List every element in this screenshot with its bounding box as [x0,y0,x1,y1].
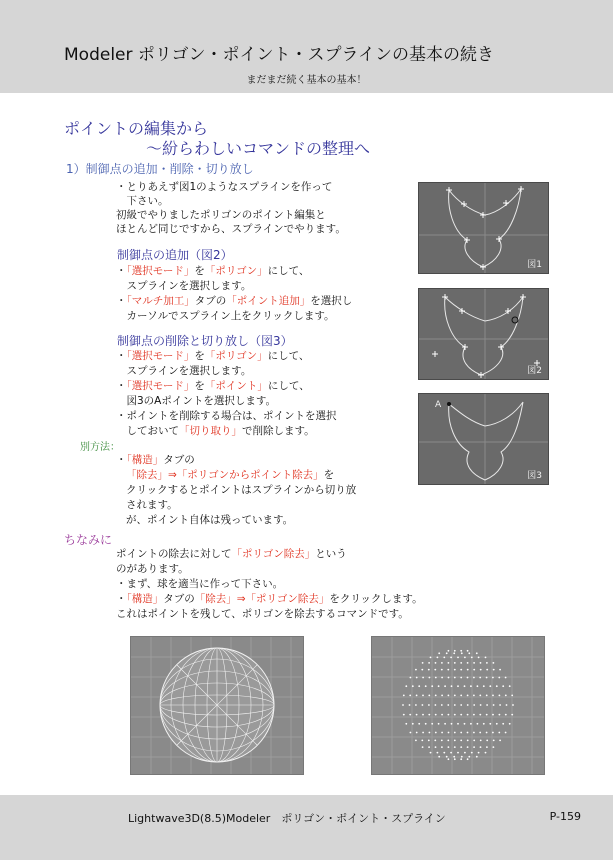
sphere-point [493,740,495,742]
sphere-point [441,714,443,716]
sphere-point [441,732,443,734]
sphere-point [457,685,459,687]
sphere-point [473,695,475,697]
sphere-point [448,758,450,760]
sphere-point [483,723,485,725]
sphere-point [416,677,418,679]
sphere-point [460,758,462,760]
sphere-point [438,723,440,725]
sphere-point [479,714,481,716]
sphere-point [473,740,475,742]
sphere-point [403,695,405,697]
sphere-point [505,695,507,697]
sphere-point [467,650,469,652]
sphere-point [480,669,482,671]
sphere-point [431,723,433,725]
sphere-point [460,650,462,652]
sphere-point [468,652,470,654]
page-title: Modeler ポリゴン・ポイント・スプラインの基本の続き [64,45,495,65]
alt-line3: クリックするとポイントはスプラインから切り放 [126,484,357,496]
sphere-point [499,669,501,671]
sphere-point [422,732,424,734]
sphere-point [451,723,453,725]
sphere-point [457,657,459,659]
sub2-line1: ・「選択モード」を「ポリゴン」にして、 [116,350,310,362]
intro-line: ・とりあえず図1のようなスプラインを作って [116,181,333,193]
sphere-point [422,704,424,706]
sphere-point [450,657,452,659]
sphere-point [486,746,488,748]
figure-2 [418,288,549,380]
sphere-point [441,746,443,748]
sphere-point [460,677,462,679]
sphere-point [473,732,475,734]
sphere-point [505,732,507,734]
sub1-line2: スプラインを選択します。 [116,280,252,292]
sphere-point [493,662,495,664]
sphere-point [421,740,423,742]
page-header [0,0,613,93]
sphere-wireframe-figure [130,636,304,775]
sphere-point [454,732,456,734]
sphere-point [448,746,450,748]
sub1-line3: ・「マルチ加工」タブの「ポイント追加」を選択し [116,295,353,307]
sphere-point [492,714,494,716]
sphere-point [485,752,487,754]
sphere-point [486,714,488,716]
sphere-point [496,723,498,725]
note-line5: これはポイントを残して、ポリゴンを除去するコマンドです。 [116,608,409,620]
sphere-point [467,758,469,760]
sphere-point [441,669,443,671]
sphere-point [505,714,507,716]
sphere-point [431,685,433,687]
sphere-point [422,695,424,697]
sphere-point [422,746,424,748]
sphere-point [447,669,449,671]
sphere-point [412,685,414,687]
sphere-point [448,695,450,697]
sphere-point [403,714,405,716]
sphere-point [511,714,513,716]
intro-line: 初級でやりましたポリゴンのポイント編集と [116,209,326,221]
sphere-point [468,756,470,758]
note-title: ちなみに [64,533,113,547]
sphere-point [464,752,466,754]
sphere-point [476,652,478,654]
sphere-point [435,695,437,697]
sphere-point [405,685,407,687]
sphere-point [460,740,462,742]
sphere-point [485,657,487,659]
sphere-point [498,677,500,679]
sphere-point [441,695,443,697]
sphere-point [430,752,432,754]
sphere-point [438,652,440,654]
sphere-point [506,704,508,706]
sphere-point [492,677,494,679]
sphere-point [473,704,475,706]
sphere-point [473,662,475,664]
sphere-point [499,695,501,697]
sphere-wireframe [131,637,303,774]
sphere-point [502,723,504,725]
sphere-point [486,662,488,664]
figure-2-label: 図2 [527,366,542,376]
sphere-point [460,746,462,748]
sphere-point [429,677,431,679]
sphere-point [448,662,450,664]
sphere-point [454,677,456,679]
sub1-line1: ・「選択モード」を「ポリゴン」にして、 [116,265,310,277]
alt-label: 別方法： [80,442,120,453]
sphere-point [438,756,440,758]
alt-line4: されます。 [126,499,178,511]
sphere-point [471,752,473,754]
footer-text: Lightwave3D(8.5)Modeler ポリゴン・ポイント・スプライン [128,812,446,825]
sphere-point [505,677,507,679]
figure-3-label: 図3 [527,471,542,481]
sphere-point [486,677,488,679]
sphere-point [441,677,443,679]
sphere-point [454,704,456,706]
sphere-point [467,746,469,748]
intro-line: ほとんど同じですから、スプラインでやります。 [116,223,346,235]
sphere-point [502,685,504,687]
sphere-point [467,662,469,664]
sphere-point [464,723,466,725]
sphere-point [409,704,411,706]
sphere-point [509,723,511,725]
sphere-point [493,669,495,671]
sphere-point [486,740,488,742]
sphere-point [496,685,498,687]
sphere-point [478,657,480,659]
sphere-point [409,695,411,697]
sphere-point [492,732,494,734]
note-line2: のがあります。 [116,563,189,575]
sphere-point [499,704,501,706]
sphere-point [492,695,494,697]
sphere-point [454,695,456,697]
sphere-point [457,723,459,725]
sphere-point [441,662,443,664]
sphere-point [428,704,430,706]
sphere-point [480,662,482,664]
sphere-point [478,752,480,754]
sphere-point [428,695,430,697]
sphere-point [438,685,440,687]
sphere-point [443,752,445,754]
sphere-point [460,662,462,664]
sphere-point [473,669,475,671]
sphere-point [479,695,481,697]
sphere-point [421,669,423,671]
sphere-point [428,669,430,671]
sphere-point [473,714,475,716]
page-number: P-159 [549,810,581,823]
sphere-point [509,685,511,687]
sphere-points [372,637,544,774]
sphere-point [467,732,469,734]
sphere-point [467,669,469,671]
sub1-line4: カーソルでスプライン上をクリックします。 [116,310,335,322]
sphere-point [499,714,501,716]
sphere-point [486,695,488,697]
main-heading-line2: ～紛らわしいコマンドの整理へ [146,139,371,158]
sphere-point [435,704,437,706]
sphere-point [489,685,491,687]
sphere-point [454,740,456,742]
sphere-point [454,669,456,671]
sphere-point [441,740,443,742]
sphere-point [448,732,450,734]
sphere-point [405,723,407,725]
sphere-point [480,746,482,748]
sphere-point [402,704,404,706]
sphere-point [470,685,472,687]
sub2-line2: スプラインを選択します。 [116,365,252,377]
sphere-point [443,657,445,659]
figure-1 [418,182,549,274]
sphere-point [479,732,481,734]
sphere-point [434,740,436,742]
sphere-point [461,652,463,654]
note-line3: ・まず、球を適当に作って下さい。 [116,578,284,590]
sub2-line5: ・ポイントを削除する場合は、ポイントを選択 [116,410,337,422]
sphere-point [451,685,453,687]
sphere-point [461,756,463,758]
sphere-point [412,723,414,725]
figure-1-label: 図1 [527,260,542,270]
alt-line5: が、ポイント自体は残っています。 [126,514,294,526]
alt-line1: ・「構造」タブの [116,454,195,466]
sphere-point [473,746,475,748]
figure-3-point-label: A [435,400,442,410]
sphere-point [477,723,479,725]
sphere-point [418,685,420,687]
sphere-point [435,662,437,664]
sphere-point [454,758,456,760]
note-line1: ポイントの除去に対して「ポリゴン除去」という [116,548,347,560]
sphere-point [448,650,450,652]
sphere-point [416,732,418,734]
sphere-point [470,723,472,725]
sphere-point [435,746,437,748]
section1-title: 1）制御点の追加・削除・切り放し [66,162,254,176]
sphere-point [435,714,437,716]
sphere-point [511,695,513,697]
sphere-point [464,685,466,687]
sphere-point [425,723,427,725]
note-line4: ・「構造」タブの「除去」⇒「ポリゴン除去」をクリックします。 [116,593,423,605]
alt-line2: 「除去」⇒「ポリゴンからポイント除去」を [126,469,335,481]
point-cloud [402,650,514,760]
sphere-point [467,704,469,706]
sphere-point [422,677,424,679]
sub2-title: 制御点の削除と切り放し（図3） [117,334,293,348]
sphere-point [486,704,488,706]
sphere-point [428,740,430,742]
sphere-point [471,657,473,659]
sphere-point [454,662,456,664]
sphere-point [454,746,456,748]
sphere-point [493,746,495,748]
sphere-point [435,732,437,734]
sphere-point [429,732,431,734]
sphere-point [476,756,478,758]
sphere-point [410,677,412,679]
page-subtitle: まだまだ続く基本の基本！ [246,75,367,86]
sphere-point [437,657,439,659]
sphere-point [493,704,495,706]
sub2-line6: しておいて「切り取り」で削除します。 [116,425,315,437]
sphere-point [512,704,514,706]
sphere-point [435,677,437,679]
sphere-point [415,669,417,671]
sphere-point [422,714,424,716]
sphere-point [479,677,481,679]
sphere-point [409,714,411,716]
sphere-point [457,752,459,754]
sphere-point [467,677,469,679]
sphere-point [428,746,430,748]
sphere-point [450,752,452,754]
sphere-point [425,685,427,687]
sphere-point [447,740,449,742]
sphere-point [460,669,462,671]
sphere-point [444,685,446,687]
sphere-point [447,704,449,706]
sphere-point [422,662,424,664]
sphere-point [454,714,456,716]
sphere-point [486,669,488,671]
sphere-point [480,704,482,706]
main-heading-line1: ポイントの編集から [64,119,209,138]
sphere-point [410,732,412,734]
sphere-point [416,695,418,697]
sphere-point [453,652,455,654]
sphere-point [415,740,417,742]
sphere-point [499,740,501,742]
sphere-point [467,740,469,742]
sphere-point [460,695,462,697]
sphere-point [483,685,485,687]
sphere-point [446,652,448,654]
sphere-point [489,723,491,725]
sphere-point [437,752,439,754]
sphere-point [460,704,462,706]
sphere-point [460,714,462,716]
sub2-line4: 図3のAポイントを選択します。 [116,395,277,407]
sphere-point [486,732,488,734]
sphere-point [418,723,420,725]
sphere-point [477,685,479,687]
sphere-point [444,723,446,725]
sphere-point [416,714,418,716]
sphere-point [441,704,443,706]
sphere-points-figure [371,636,545,775]
sphere-point [460,732,462,734]
sphere-point [464,657,466,659]
sphere-point [446,756,448,758]
sphere-point [415,704,417,706]
sphere-point [448,677,450,679]
sphere-point [467,714,469,716]
sub1-title: 制御点の追加（図2） [117,248,233,262]
sphere-point [434,669,436,671]
sphere-point [454,650,456,652]
sphere-point [473,677,475,679]
intro-line: 下さい。 [116,195,169,207]
sphere-point [430,657,432,659]
sphere-point [453,756,455,758]
sphere-point [448,714,450,716]
sphere-point [480,740,482,742]
sphere-point [428,714,430,716]
sphere-point [467,695,469,697]
sub2-line3: ・「選択モード」を「ポイント」にして、 [116,380,310,392]
sphere-point [428,662,430,664]
page-footer [0,795,613,860]
sphere-point [498,732,500,734]
figure-3 [418,393,549,485]
